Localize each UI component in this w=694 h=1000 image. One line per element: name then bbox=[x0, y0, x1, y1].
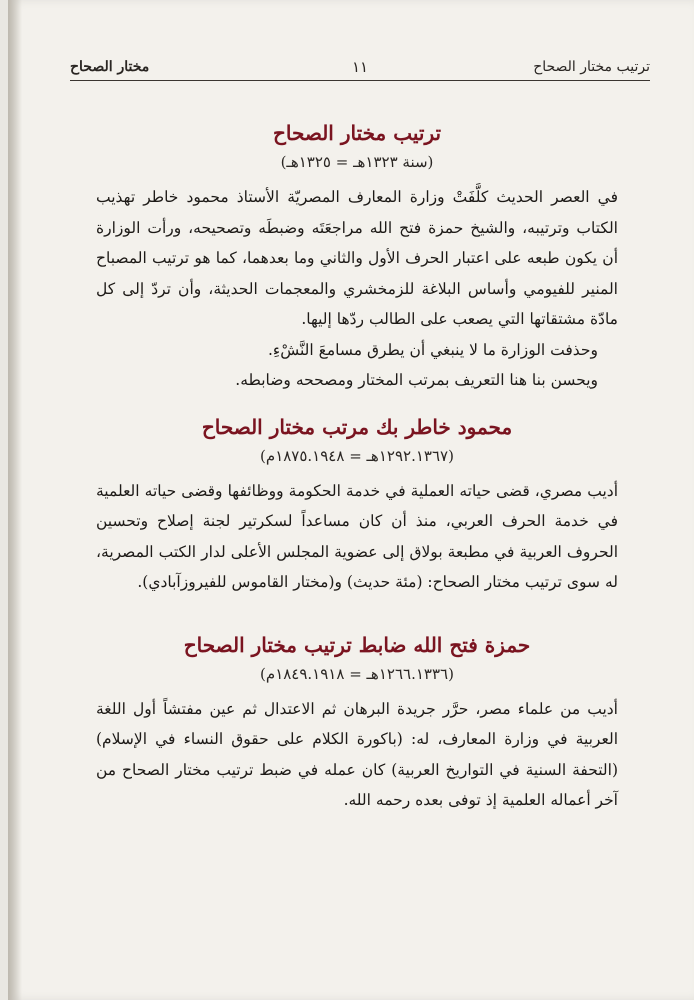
section-title: حمزة فتح الله ضابط ترتيب مختار الصحاح bbox=[183, 632, 531, 657]
spine-shadow bbox=[8, 0, 22, 1000]
section-dates: (١٢٩٢.١٣٦٧هـ = ١٨٧٥.١٩٤٨م) bbox=[260, 446, 454, 465]
paragraph: أديب مصري، قضى حياته العملية في خدمة الحكومة ووظائفها وقضى حياته العلمية في خدمة الحرف العربي، منذ أن كان مساعداً لسكرتير لجنة إصلاح وتحسين الحروف العربية في مطبعة بولاق إلى عضوية المجلس الأعلى لدار الكتب المصرية، له سوى ترتيب مختار الصحاح: (مئة حديث) و(مختار القاموس للفيروزآبادي). bbox=[96, 481, 618, 591]
header-section-title: مختار الصحاح bbox=[70, 59, 150, 75]
section-tarteeb bbox=[96, 118, 618, 396]
book-page bbox=[8, 0, 694, 1000]
header-rule bbox=[70, 80, 650, 81]
section-dates: (١٢٦٦.١٣٣٦هـ = ١٨٤٩.١٩١٨م) bbox=[260, 664, 454, 683]
paragraph: في العصر الحديث كلَّفَتْ وزارة المعارف المصريّة الأستاذ محمود خاطر تهذيب الكتاب وترتيبه، والشيخ حمزة فتح الله مراجعَتَه وضبطَه وتصحيحه، ورأت الوزارة أن يكون طبعه على اعتبار الحرف الأول والثاني وما بعدهما، كما هو ترتيب المصباح المنير للفيومي وأساس البلاغة للزمخشري والمعجمات الحديثة، وأن تردّ إلى كل مادّة مشتقاتها التي يصعب على الطالب ردّها إليها. bbox=[96, 188, 618, 328]
running-header bbox=[70, 56, 650, 78]
section-mahmoud-khater bbox=[96, 412, 618, 598]
page-number: ١١ bbox=[351, 58, 369, 76]
header-book-title: ترتيب مختار الصحاح bbox=[533, 59, 650, 75]
section-spacer bbox=[96, 598, 618, 630]
paragraph: ويحسن بنا هنا التعريف بمرتب المختار ومصححه وضابطه. bbox=[235, 371, 598, 389]
paragraph: أديب من علماء مصر، حرَّر جريدة البرهان ثم الاعتدال ثم عين مفتشاً أول اللغة العربية في وزارة المعارف، له: (باكورة الكلام على حقوق النساء في الإسلام) (التحفة السنية في التواريخ العربية) كان عمله في ضبط ترتيب مختار الصحاح من آخر أعماله العلمية إذ توفى بعده رحمه الله. bbox=[96, 699, 618, 809]
section-spacer bbox=[96, 396, 618, 412]
section-title: محمود خاطر بك مرتب مختار الصحاح bbox=[201, 414, 513, 439]
page-content bbox=[96, 118, 618, 816]
section-hamza-fathallah bbox=[96, 630, 618, 816]
section-title: ترتيب مختار الصحاح bbox=[272, 121, 442, 145]
paragraph: وحذفت الوزارة ما لا ينبغي أن يطرق مسامعَ النَّشْءِ. bbox=[268, 340, 598, 359]
section-dates: (سنة ١٣٢٣هـ = ١٣٢٥هـ) bbox=[280, 153, 434, 171]
